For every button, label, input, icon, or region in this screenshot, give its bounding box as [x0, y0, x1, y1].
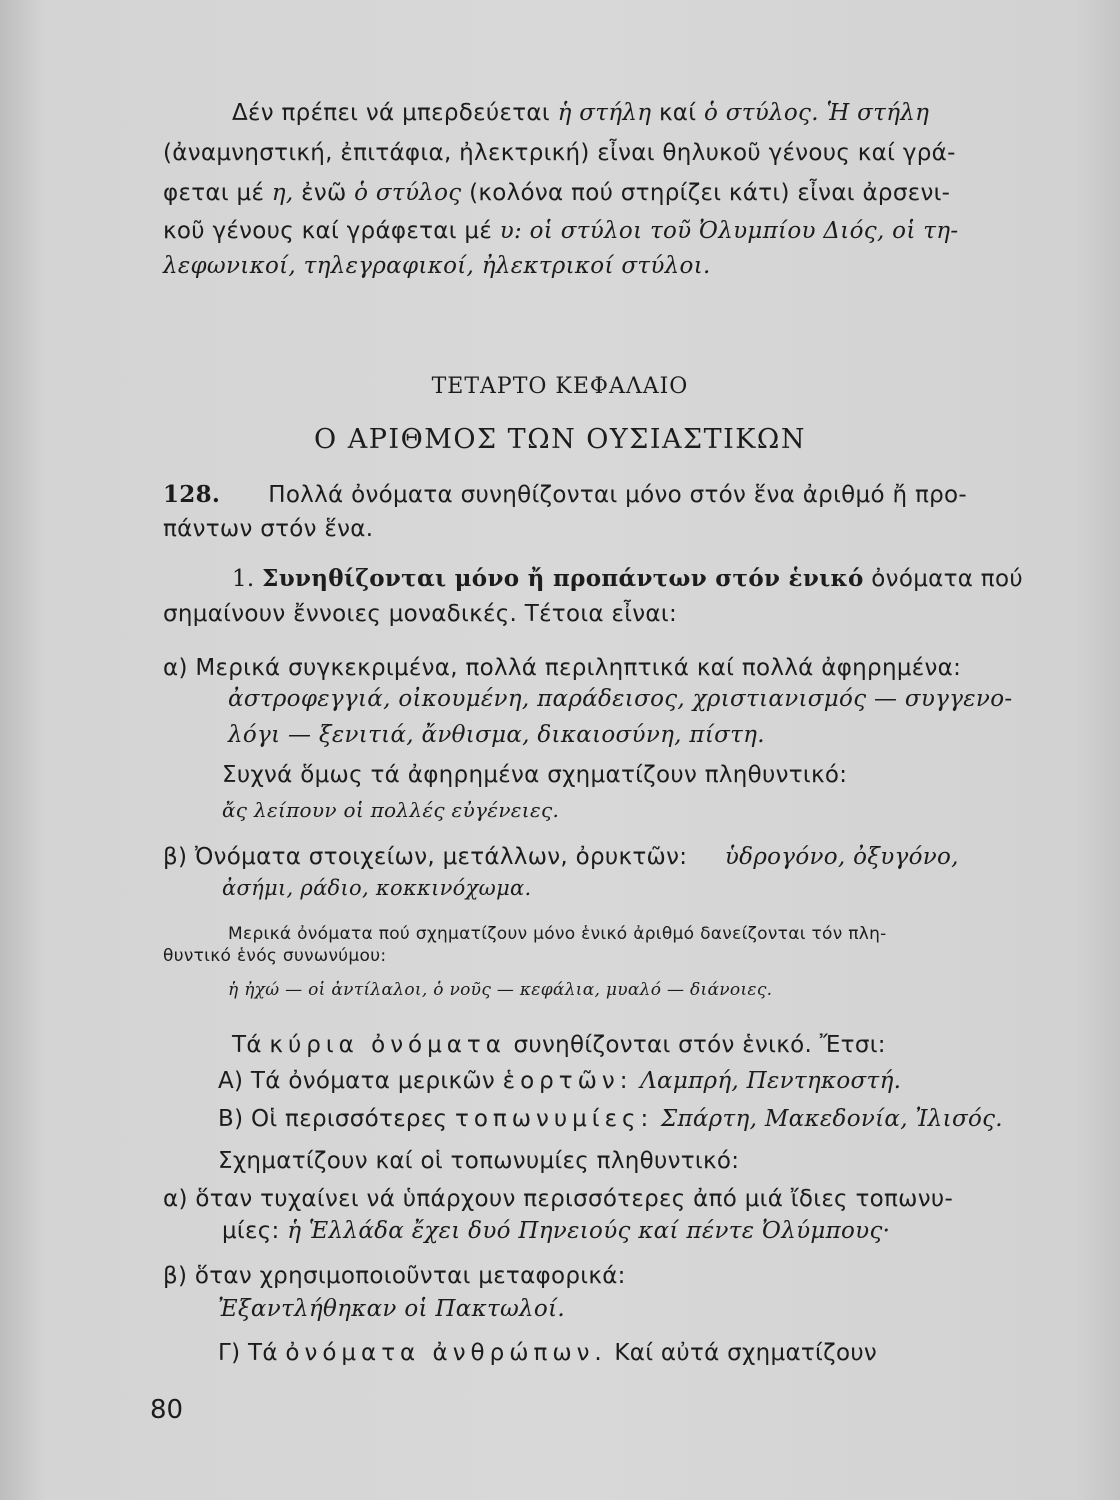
alpha-line-3: λόγι — ξενιτιά, ἄνθισμα, δικαιοσύνη, πίστη.: [228, 722, 765, 748]
intro-line-3: φεται μέ η, ἐνῶ ὁ στύλος (κολόνα πού στηρίζει κάτι) εἶναι ἀρσενι-: [163, 180, 951, 206]
alpha-line-2: ἀστροφεγγιά, οἰκουμένη, παράδεισος, χριστιανισμός — συγγενο-: [228, 686, 1013, 712]
alpha-line-1: α) Μερικά συγκεκριμένα, πολλά περιληπτικά καί πολλά ἀφηρημένα:: [163, 655, 962, 681]
section-128-line-2: πάντων στόν ἕνα.: [163, 516, 374, 542]
intro-line-4: κοῦ γένους καί γράφεται μέ υ: οἱ στύλοι τοῦ Ὀλυμπίου Διός, οἱ τη-: [163, 218, 959, 244]
note-line-3: ἡ ἠχώ — οἱ ἀντίλαλοι, ὁ νοῦς — κεφάλια, μυαλό — διάνοιες.: [228, 980, 773, 1000]
proper-beta-line-1: β) ὅταν χρησιμοποιοῦνται μεταφορικά:: [163, 1263, 626, 1289]
proper-line-4: Σχηματίζουν καί οἱ τοπωνυμίες πληθυντικό:: [218, 1148, 740, 1174]
alpha-line-5: ἄς λείπουν οἱ πολλές εὐγένειες.: [222, 798, 560, 822]
chapter-title: Ο ΑΡΙΘΜΟΣ ΤΩΝ ΟΥΣΙΑΣΤΙΚΩΝ: [314, 424, 806, 455]
beta-line-1: β) Ὀνόματα στοιχείων, μετάλλων, ὀρυκτῶν: ὑδρογόνο, ὀξυγόνο,: [163, 844, 959, 870]
intro-line-2: (ἀναμνηστική, ἐπιτάφια, ἠλεκτρική) εἶναι θηλυκοῦ γένους καί γρά-: [163, 140, 956, 166]
item-1-line-1: 1. Συνηθίζονται μόνο ἤ προπάντων στόν ἑνικό ὀνόματα πού: [232, 565, 1023, 592]
proper-alpha-line-2: μίες: ἡ Ἑλλάδα ἔχει δυό Πηνειούς καί πέντε Ὀλύμπους·: [222, 1218, 891, 1244]
proper-line-b: Β) Οἱ περισσότερες τοπωνυμίες: Σπάρτη, Μακεδονία, Ἰλισός.: [218, 1106, 1003, 1132]
beta-line-2: ἀσήμι, ράδιο, κοκκινόχωμα.: [222, 876, 532, 900]
proper-beta-line-2: Ἐξαντλήθηκαν οἱ Πακτωλοί.: [218, 1296, 565, 1322]
note-line-2: θυντικό ἑνός συνωνύμου:: [163, 946, 387, 966]
note-line-1: Μερικά ὀνόματα πού σχηματίζουν μόνο ἑνικό ἀριθμό δανείζονται τόν πλη-: [228, 924, 887, 944]
proper-gamma-line: Γ) Τά ὀνόματα ἀνθρώπων. Καί αὐτά σχηματίζουν: [218, 1340, 878, 1366]
alpha-line-4: Συχνά ὅμως τά ἀφηρημένα σχηματίζουν πληθυντικό:: [222, 762, 848, 788]
chapter-label: ΤΕΤΑΡΤΟ ΚΕΦΑΛΑΙΟ: [431, 374, 689, 399]
intro-line-1: Δέν πρέπει νά μπερδεύεται ἡ στήλη καί ὁ στύλος. Ἡ στήλη: [232, 100, 930, 126]
proper-line-1: Τά κύρια ὀνόματα συνηθίζονται στόν ἑνικό. Ἔτσι:: [232, 1032, 886, 1058]
proper-line-a: Α) Τά ὀνόματα μερικῶν ἑορτῶν: Λαμπρή, Πεντηκοστή.: [218, 1068, 902, 1094]
page-number: 80: [150, 1395, 184, 1425]
section-128-line-1: 128. Πολλά ὀνόματα συνηθίζονται μόνο στόν ἕνα ἀριθμό ἤ προ-: [163, 481, 967, 508]
section-number: 128.: [163, 481, 221, 508]
item-1-line-2: σημαίνουν ἔννοιες μοναδικές. Τέτοια εἶναι:: [163, 601, 678, 627]
intro-line-5: λεφωνικοί, τηλεγραφικοί, ἠλεκτρικοί στύλοι.: [163, 253, 711, 279]
proper-alpha-line-1: α) ὅταν τυχαίνει νά ὑπάρχουν περισσότερες ἀπό μιά ἴδιες τοπωνυ-: [163, 1186, 954, 1212]
